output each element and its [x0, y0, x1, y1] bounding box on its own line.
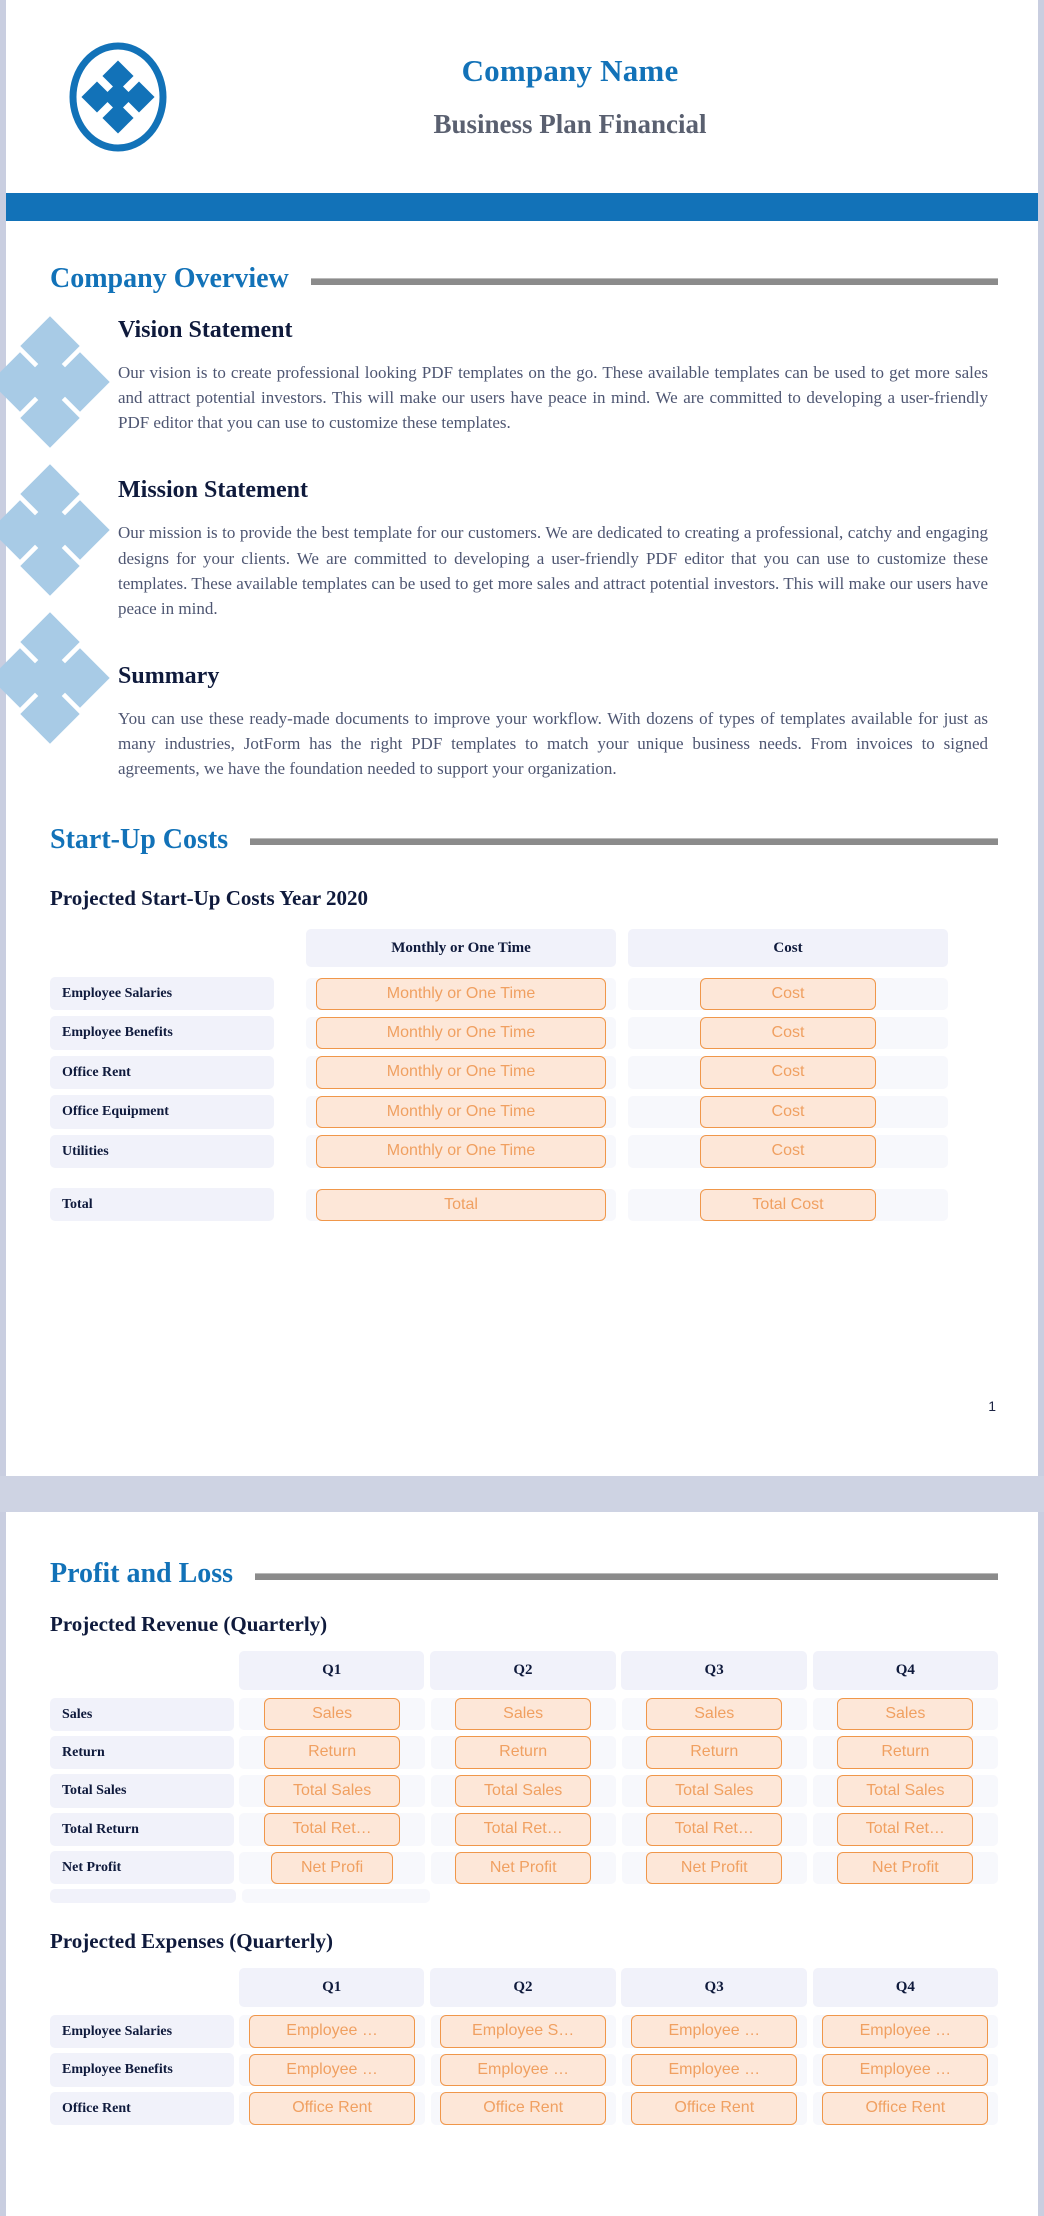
row-label-employee-salaries: Employee Salaries: [50, 2015, 234, 2048]
input-monthly-or-one-time[interactable]: Monthly or One Time: [316, 978, 606, 1010]
section-header-startup-costs: [0, 824, 1044, 856]
table-row: [50, 2053, 998, 2086]
document-page-2: [0, 1512, 1044, 2216]
field-slot: [813, 1852, 998, 1884]
column-header-cost: Cost: [628, 929, 948, 968]
input-total-return-q2[interactable]: Total Ret…: [455, 1813, 591, 1845]
field-slot: [628, 1096, 948, 1128]
field-slot: [239, 1813, 424, 1845]
diamond-cluster: [0, 621, 104, 769]
section-title: Start-Up Costs: [50, 823, 229, 855]
field-slot: [306, 1096, 616, 1128]
decorative-diamond-rail: [0, 317, 118, 782]
table-row: [50, 1813, 998, 1846]
field-slot-blank: [242, 1889, 430, 1903]
company-name: Company Name: [461, 52, 679, 88]
expenses-table-title: Projected Expenses (Quarterly): [50, 1929, 334, 1954]
field-slot: [306, 1056, 616, 1088]
field-slot: [622, 1813, 807, 1845]
field-slot: [622, 1852, 807, 1884]
input-sales-q2[interactable]: Sales: [455, 1698, 591, 1730]
field-slot: [813, 1813, 998, 1845]
input-total-sales-q2[interactable]: Total Sales: [455, 1775, 591, 1807]
summary-heading: Summary: [118, 663, 220, 690]
field-slot: [628, 1189, 948, 1221]
input-total-return-q3[interactable]: Total Ret…: [646, 1813, 782, 1845]
table-row: [50, 1095, 998, 1128]
field-slot: [306, 978, 616, 1010]
input-total-return-q4[interactable]: Total Ret…: [837, 1813, 973, 1845]
section-rule: [255, 1573, 998, 1580]
field-slot: [431, 2092, 616, 2124]
input-total-sales-q4[interactable]: Total Sales: [837, 1775, 973, 1807]
table-row: [50, 1774, 998, 1807]
input-employee-salaries-q4[interactable]: Employee …: [822, 2015, 988, 2047]
row-label-office-rent: Office Rent: [50, 2092, 234, 2125]
input-monthly-or-one-time[interactable]: Monthly or One Time: [316, 1135, 606, 1167]
summary-body: You can use these ready-made documents to improve your workflow. With dozens of types of templates available for just as many industries, JotForm has the right PDF templates to match your unique business needs. From invoices to signed agreements, we have the foundation needed to support your organization.: [118, 709, 988, 779]
input-net-profit-q3[interactable]: Net Profit: [646, 1852, 782, 1884]
input-net-profit-q4[interactable]: Net Profit: [837, 1852, 973, 1884]
header-title-group: [176, 51, 1044, 142]
header-accent-band: [6, 193, 1038, 221]
input-cost[interactable]: Cost: [700, 978, 876, 1010]
field-slot: [622, 1775, 807, 1807]
section-title: Profit and Loss: [50, 1558, 234, 1589]
table-row: [50, 1056, 998, 1089]
field-slot: [431, 1775, 616, 1807]
table-row: [50, 977, 998, 1010]
field-slot: [431, 1736, 616, 1768]
table-row: [50, 2092, 998, 2125]
section-header-company-overview: [0, 263, 1044, 295]
mission-statement-heading: Mission Statement: [118, 477, 308, 504]
field-slot: [628, 1056, 948, 1088]
input-cost[interactable]: Cost: [700, 1056, 876, 1088]
diamond-quincunx-circle-icon: [62, 41, 174, 153]
row-label-utilities: Utilities: [50, 1135, 274, 1168]
field-slot: [431, 1852, 616, 1884]
input-employee-salaries-q1[interactable]: Employee …: [249, 2015, 415, 2047]
input-total-return-q1[interactable]: Total Ret…: [264, 1813, 400, 1845]
input-employee-salaries-q2[interactable]: Employee S…: [440, 2015, 606, 2047]
page-right-edge: [1038, 1512, 1044, 2216]
input-office-rent-q3[interactable]: Office Rent: [631, 2092, 797, 2124]
table-row: [50, 1851, 998, 1884]
diamond-cluster: [0, 325, 104, 473]
table-header-row: [50, 1651, 998, 1690]
vision-statement-body: Our vision is to create professional looking PDF templates on the go. These available templates can be used to get more sales and attract potential investors. This will make our users have peace in mind. We are committed to developing a user-friendly PDF editor that you can use to customize these templates.: [118, 363, 988, 433]
field-slot: [813, 1736, 998, 1768]
field-slot: [239, 1852, 424, 1884]
table-row: [50, 1698, 998, 1731]
field-slot: [239, 1698, 424, 1730]
startup-costs-table: [0, 929, 1044, 1222]
column-header-monthly-or-one-time: Monthly or One Time: [306, 929, 616, 968]
row-label-sales: Sales: [50, 1698, 234, 1731]
row-label-office-equipment: Office Equipment: [50, 1095, 274, 1128]
row-label-total-sales: Total Sales: [50, 1774, 234, 1807]
input-return-q4[interactable]: Return: [837, 1736, 973, 1768]
field-slot: [239, 2015, 424, 2047]
field-slot: [239, 2092, 424, 2124]
field-slot: [622, 2092, 807, 2124]
input-return-q2[interactable]: Return: [455, 1736, 591, 1768]
section-header-profit-and-loss: [0, 1558, 1044, 1590]
input-employee-benefits-q2[interactable]: Employee …: [440, 2054, 606, 2086]
section-title: Company Overview: [50, 263, 289, 294]
input-employee-benefits-q3[interactable]: Employee …: [631, 2054, 797, 2086]
table-header-row: [50, 1968, 998, 2007]
input-net-profit-q1[interactable]: Net Profi: [271, 1852, 393, 1884]
document-header: [0, 0, 1044, 193]
column-header-q2: Q2: [430, 1651, 615, 1690]
table-row: [50, 1736, 998, 1769]
field-slot: [306, 1189, 616, 1221]
row-label-total-return: Total Return: [50, 1813, 234, 1846]
vision-statement-heading: Vision Statement: [118, 317, 293, 343]
input-cost[interactable]: Cost: [700, 1096, 876, 1128]
startup-costs-table-title: Projected Start-Up Costs Year 2020: [50, 885, 369, 910]
field-slot: [813, 1775, 998, 1807]
field-slot: [306, 1017, 616, 1049]
field-slot: [622, 1736, 807, 1768]
field-slot: [431, 2015, 616, 2047]
field-slot: [622, 1698, 807, 1730]
company-overview-body: [0, 295, 1044, 782]
input-total-cost[interactable]: Total Cost: [700, 1189, 876, 1221]
input-sales-q4[interactable]: Sales: [837, 1698, 973, 1730]
page-left-edge: [0, 1512, 6, 2216]
input-employee-benefits-q1[interactable]: Employee …: [249, 2054, 415, 2086]
row-label-total: Total: [50, 1188, 274, 1221]
field-slot: [431, 1813, 616, 1845]
input-total-sales-q1[interactable]: Total Sales: [264, 1775, 400, 1807]
input-return-q1[interactable]: Return: [264, 1736, 400, 1768]
input-net-profit-q2[interactable]: Net Profit: [455, 1852, 591, 1884]
input-cost[interactable]: Cost: [700, 1135, 876, 1167]
table-trailing-row: [50, 1889, 998, 1903]
field-slot: [239, 1736, 424, 1768]
column-header-q1: Q1: [239, 1651, 424, 1690]
page-number: 1: [988, 1398, 996, 1414]
input-sales-q3[interactable]: Sales: [646, 1698, 782, 1730]
mission-statement-body: Our mission is to provide the best template for our customers. We are dedicated to creating a professional, catchy and engaging designs for your clients. We are committed to developing a user-friendly PDF editor that you can use to customize these templates. These available templates can be used to get more sales and attract potential investors. This will make our users have peace in mind.: [118, 523, 988, 618]
table-row: [50, 1016, 998, 1049]
page-break-gap: [0, 1476, 1044, 1512]
column-header-q3: Q3: [621, 1651, 806, 1690]
field-slot: [622, 2054, 807, 2086]
document-subtitle: Business Plan Financial: [433, 109, 707, 140]
column-header-q2: Q2: [430, 1968, 615, 2007]
row-label-office-rent: Office Rent: [50, 1056, 274, 1089]
input-employee-salaries-q3[interactable]: Employee …: [631, 2015, 797, 2047]
field-slot: [813, 1698, 998, 1730]
field-slot: [628, 1017, 948, 1049]
input-return-q3[interactable]: Return: [646, 1736, 782, 1768]
row-label-return: Return: [50, 1736, 234, 1769]
table-row: [50, 1135, 998, 1168]
field-slot: [239, 1775, 424, 1807]
input-office-rent-q2[interactable]: Office Rent: [440, 2092, 606, 2124]
table-row: [50, 2015, 998, 2048]
field-slot: [306, 1135, 616, 1167]
row-label-net-profit: Net Profit: [50, 1851, 234, 1884]
input-total[interactable]: Total: [316, 1189, 606, 1221]
input-sales-q1[interactable]: Sales: [264, 1698, 400, 1730]
row-label-employee-benefits: Employee Benefits: [50, 1016, 274, 1049]
field-slot: [813, 2015, 998, 2047]
input-office-rent-q1[interactable]: Office Rent: [249, 2092, 415, 2124]
projected-revenue-table: [0, 1651, 1044, 1903]
column-header-q4: Q4: [813, 1651, 998, 1690]
field-slot: [431, 2054, 616, 2086]
input-office-rent-q4[interactable]: Office Rent: [822, 2092, 988, 2124]
section-rule: [250, 838, 998, 845]
input-total-sales-q3[interactable]: Total Sales: [646, 1775, 782, 1807]
revenue-table-title: Projected Revenue (Quarterly): [50, 1612, 328, 1636]
company-overview-text: [118, 317, 998, 782]
input-monthly-or-one-time[interactable]: Monthly or One Time: [316, 1056, 606, 1088]
field-slot: [813, 2092, 998, 2124]
field-slot: [628, 1135, 948, 1167]
row-label-employee-salaries: Employee Salaries: [50, 977, 274, 1010]
field-slot: [628, 978, 948, 1010]
column-header-q4: Q4: [813, 1968, 998, 2007]
row-label-employee-benefits: Employee Benefits: [50, 2053, 234, 2086]
table-row-total: [50, 1188, 998, 1221]
section-rule: [311, 278, 998, 285]
row-label-blank: [50, 1889, 236, 1903]
field-slot: [813, 2054, 998, 2086]
table-header-row: [50, 929, 998, 968]
field-slot: [431, 1698, 616, 1730]
input-cost[interactable]: Cost: [700, 1017, 876, 1049]
diamond-cluster: [0, 473, 104, 621]
field-slot: [622, 2015, 807, 2047]
projected-expenses-table: [0, 1968, 1044, 2125]
input-employee-benefits-q4[interactable]: Employee …: [822, 2054, 988, 2086]
column-header-q3: Q3: [621, 1968, 806, 2007]
column-header-q1: Q1: [239, 1968, 424, 2007]
field-slot: [239, 2054, 424, 2086]
company-logo: [60, 39, 176, 155]
input-monthly-or-one-time[interactable]: Monthly or One Time: [316, 1096, 606, 1128]
input-monthly-or-one-time[interactable]: Monthly or One Time: [316, 1017, 606, 1049]
